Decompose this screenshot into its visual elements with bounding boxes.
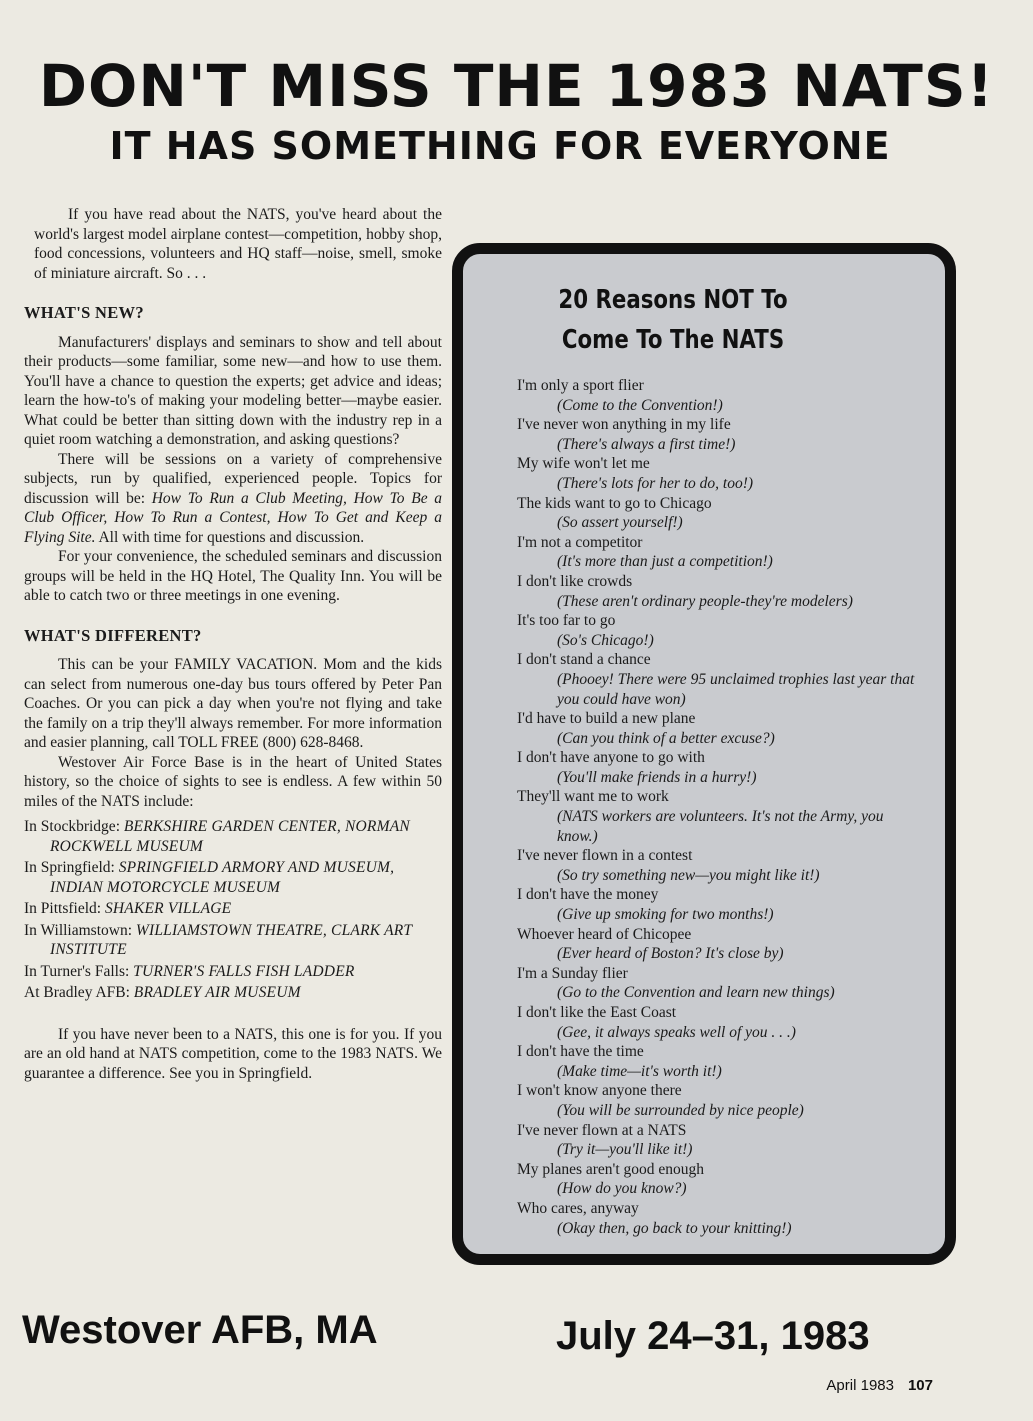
reason-statement: I don't like the East Coast <box>517 1004 677 1021</box>
sight-names: BERKSHIRE GARDEN CENTER, NORMAN ROCKWELL MUSEUM <box>50 818 410 855</box>
reason-statement: Who cares, anyway <box>517 1199 639 1217</box>
reason-rebuttal: (Gee, it always speaks well of you . . .) <box>557 1023 796 1041</box>
sights-list <box>24 817 442 1003</box>
reason-statement: I've never flown in a contest <box>517 847 693 865</box>
issue-date: April 1983 <box>826 1377 894 1394</box>
sight-item <box>24 858 442 897</box>
reason-rebuttal: (You will be surrounded by nice people) <box>557 1101 804 1119</box>
sight-place: In Williamstown: <box>24 921 136 939</box>
reason-statement: My planes aren't good enough <box>517 1160 705 1178</box>
topics-list: How To Run a Club Meeting, How To Be a Club Officer, How To Run a Contest, How To Get and Keep a Flying Site. <box>24 489 443 546</box>
headline: DON'T MISS THE 1983 NATS! <box>38 52 995 120</box>
closing-paragraph: If you have never been to a NATS, this one is for you. If you are an old hand at NATS competition, come to the 1983 NATS. We guarantee a difference. See you in Springfield. <box>24 1025 442 1082</box>
subheadline: IT HAS SOMETHING FOR EVERYONE <box>109 124 891 168</box>
reason-statement: My wife won't let me <box>517 455 650 473</box>
reason-statement: I don't like crowds <box>517 572 633 590</box>
reason-statement: I've never flown at a NATS <box>517 1121 687 1139</box>
reason-rebuttal: (There's always a first time!) <box>557 435 736 453</box>
reason-rebuttal: (So's Chicago!) <box>557 631 654 649</box>
reason-rebuttal: (Give up smoking for two months!) <box>557 906 774 924</box>
reason-rebuttal: (Phooey! There were 95 unclaimed trophies last year that you could have won) <box>557 670 915 708</box>
whats-different-paragraph-2: Westover Air Force Base is in the heart of United States history, so the choice of sights to see is endless. A few within 50 miles of the NATS include: <box>24 753 442 810</box>
reason-statement: I don't have anyone to go with <box>517 749 705 767</box>
reason-rebuttal: (Ever heard of Boston? It's close by) <box>557 945 784 963</box>
sight-place: In Turner's Falls: <box>24 962 134 980</box>
reason-rebuttal: (Make time—it's worth it!) <box>557 1062 722 1080</box>
intro-paragraph: If you have read about the NATS, you've heard about the world's largest model airplane contest—competition, hobby shop, food concessions, volunteers and HQ staff—noise, smell, smoke of miniature aircraft. So . . . <box>34 206 442 282</box>
reasons-title-line-2: Come To The NATS <box>561 325 785 355</box>
reason-statement: I'm a Sunday flier <box>517 964 628 982</box>
sight-item <box>24 983 442 1003</box>
whats-different-paragraph-1: This can be your FAMILY VACATION. Mom and the kids can select from numerous one-day bus tours offered by Peter Pan Coaches. Or you can pick a day when you're not flying and take the family on a trip they'll always remember. For more information and easier planning, call TOLL FREE (800) 628-8468. <box>24 656 442 751</box>
whats-new-paragraph-2 <box>24 450 442 548</box>
reason-statement: It's too far to go <box>517 612 616 630</box>
reason-statement: They'll want me to work <box>517 788 669 806</box>
event-location: Westover AFB, MA <box>22 1308 378 1352</box>
reason-statement: I don't have the time <box>517 1043 644 1061</box>
reason-rebuttal: (Try it—you'll like it!) <box>557 1141 693 1159</box>
reasons-list <box>517 376 927 1238</box>
sight-names: BRADLEY AIR MUSEUM <box>133 984 301 1001</box>
reason-statement: I won't know anyone there <box>517 1082 682 1100</box>
sight-names: SPRINGFIELD ARMORY AND MUSEUM, INDIAN MOTORCYCLE MUSEUM <box>50 859 395 896</box>
reason-statement: I'd have to build a new plane <box>517 710 696 728</box>
reason-rebuttal: (Can you think of a better excuse?) <box>557 729 775 747</box>
article-body <box>24 205 442 1083</box>
sight-place: At Bradley AFB: <box>24 984 134 1001</box>
sight-item <box>24 899 442 919</box>
whats-new-paragraph-3: For your convenience, the scheduled seminars and discussion groups will be held in the HQ Hotel, The Quality Inn. You will be able to catch two or three meetings in one evening. <box>24 548 442 604</box>
topics-intro: There will be sessions on a variety of comprehensive subjects, run by qualified, experienced people. Topics for discussion will be: <box>24 450 442 507</box>
reason-rebuttal: (It's more than just a competition!) <box>557 553 773 571</box>
page-folio <box>826 1377 933 1394</box>
sight-item <box>24 921 442 960</box>
reason-statement: I don't have the money <box>517 886 659 904</box>
sight-place: In Pittsfield: <box>24 900 105 917</box>
reason-rebuttal: (How do you know?) <box>557 1180 687 1198</box>
sight-names: SHAKER VILLAGE <box>104 900 232 917</box>
reasons-box-title <box>501 280 845 360</box>
sight-place: In Springfield: <box>24 859 119 876</box>
reason-statement: I'm not a competitor <box>517 533 643 551</box>
sight-names: TURNER'S FALLS FISH LADDER <box>133 962 355 980</box>
sight-item <box>24 817 442 856</box>
reason-rebuttal: (There's lots for her to do, too!) <box>557 474 754 492</box>
reason-statement: I've never won anything in my life <box>517 416 731 434</box>
whats-different-heading: WHAT'S DIFFERENT? <box>24 625 202 645</box>
page-number: 107 <box>907 1377 933 1394</box>
sight-item <box>24 962 442 982</box>
reasons-title-line-1: 20 Reasons NOT To <box>558 285 788 315</box>
whats-new-paragraph-1: Manufacturers' displays and seminars to show and tell about their products—some familiar, some new—and how to use them. You'll have a chance to question the experts; get advice and ideas; learn the how-to's of making your modeling better—maybe easier. What could be better than sitting down with the industry rep in a quiet room watching a demonstration, and asking questions? <box>24 333 442 448</box>
reason-rebuttal: (NATS workers are volunteers. It's not the Army, you know.) <box>557 808 884 845</box>
reason-rebuttal: (Okay then, go back to your knitting!) <box>557 1219 792 1237</box>
reason-statement: I'm only a sport flier <box>517 377 644 394</box>
reason-rebuttal: (You'll make friends in a hurry!) <box>557 768 757 786</box>
reason-statement: I don't stand a chance <box>517 651 651 669</box>
sight-place: In Stockbridge: <box>24 818 124 835</box>
sight-names: WILLIAMSTOWN THEATRE, CLARK ART INSTITUTE <box>50 921 412 958</box>
reason-rebuttal: (So assert yourself!) <box>557 514 683 532</box>
reason-rebuttal: (These aren't ordinary people-they're modelers) <box>557 592 853 610</box>
topics-end: All with time for questions and discussion. <box>95 528 365 546</box>
event-dates: July 24–31, 1983 <box>556 1314 870 1358</box>
reason-rebuttal: (Come to the Convention!) <box>557 396 723 414</box>
reasons-sidebar-box <box>452 243 956 1265</box>
whats-new-heading: WHAT'S NEW? <box>24 303 144 322</box>
reason-statement: The kids want to go to Chicago <box>517 494 712 512</box>
reason-rebuttal: (Go to the Convention and learn new things) <box>557 984 835 1002</box>
reason-rebuttal: (So try something new—you might like it!) <box>557 866 820 884</box>
reason-statement: Whoever heard of Chicopee <box>517 925 692 943</box>
